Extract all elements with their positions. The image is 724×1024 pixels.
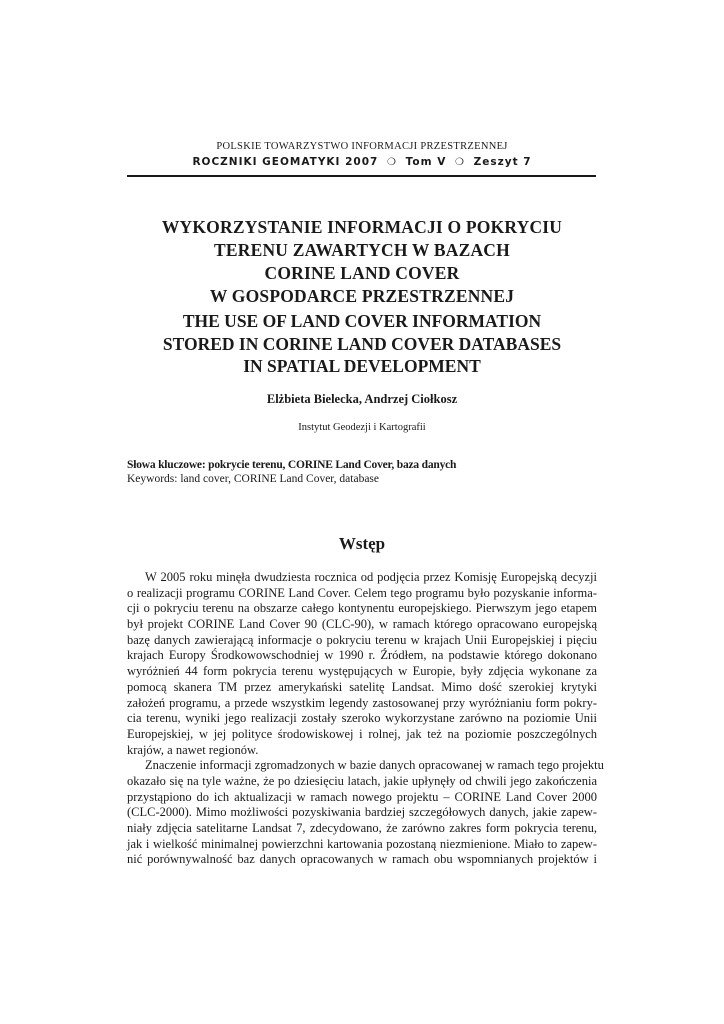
- text-line: okazało się na tyle ważne, że po dziesięciu latach, jakie upłynęły od chwili jego zakończenia: [127, 773, 597, 788]
- title-english-line: STORED IN CORINE LAND COVER DATABASES: [162, 333, 562, 354]
- text-line: był projekt CORINE Land Cover 90 (CLC-90), w ramach którego opracowano europejską: [127, 617, 597, 632]
- text-line: wyróżnień 44 form pokrycia terenu występujących w Europie, były zdjęcia wykonane za: [127, 664, 597, 679]
- journal-header: [0, 156, 724, 168]
- text-line: założeń programu, a przede wszystkim legendy zastosowanej przy wyróżnianiu form pokry-: [127, 695, 597, 710]
- title-polish-line: WYKORZYSTANIE INFORMACJI O POKRYCIU: [161, 217, 563, 237]
- affiliation: Instytut Geodezji i Kartografii: [298, 422, 426, 433]
- journal-issue: Zeszyt 7: [473, 156, 532, 168]
- title-english-line: THE USE OF LAND COVER INFORMATION: [182, 311, 542, 331]
- text-line: (CLC-2000). Mimo możliwości pozyskiwania bardziej szczegółowych danych, jakie zapew-: [127, 805, 597, 820]
- text-line: Europejskiej, w jej polityce środowiskowej i rolnej, jak też na poziomie poszczególnych: [127, 726, 597, 741]
- text-line: krajów, a nawet regionów.: [127, 742, 259, 757]
- section-heading: Wstęp: [338, 534, 386, 553]
- text-line: pomocą skanera TM przez amerykański satelitę Landsat. Mimo dość szerokiej krytyki: [127, 679, 597, 694]
- keywords-english: Keywords: land cover, CORINE Land Cover, database: [127, 472, 380, 485]
- separator-circle-icon: ❍: [455, 157, 465, 168]
- text-line: bazę danych zawierającą informacje o pokryciu terenu w krajach Unii Europejskiej i pięciu: [127, 632, 597, 647]
- text-line: W 2005 roku minęła dwudziesta rocznica od podjęcia przez Komisję Europejską decyzji: [145, 570, 597, 584]
- text-line: cia terenu, wyniki jego realizacji zostały szeroko wykorzystane zarówno na poziomie Unii: [127, 711, 597, 726]
- header-divider: [127, 175, 596, 177]
- journal-volume: Tom V: [405, 156, 447, 168]
- title-polish: [100, 216, 624, 308]
- paragraph: [127, 758, 604, 868]
- title-english-line: IN SPATIAL DEVELOPMENT: [243, 356, 481, 376]
- body-text: [127, 570, 604, 868]
- text-line: krajach Europy Środkowowschodniej w 1990 r. Źródłem, na podstawie którego dokonano: [127, 648, 597, 663]
- text-line: jak i wielkość minimalnej powierzchni kartowania pozostaną niezmienione. Miało to zapew-: [127, 836, 597, 851]
- keywords-block: [127, 459, 597, 486]
- title-english: [100, 310, 624, 378]
- text-line: nić porównywalność baz danych opracowanych w ramach obu wspomnianych projektów i: [127, 852, 597, 867]
- text-line: o realizacji programu CORINE Land Cover. Celem tego programu było pozyskanie informa-: [127, 585, 597, 600]
- paragraph: [127, 570, 597, 758]
- authors: Elżbieta Bielecka, Andrzej Ciołkosz: [266, 392, 458, 406]
- keywords-polish: Słowa kluczowe: pokrycie terenu, CORINE Land Cover, baza danych: [127, 459, 457, 471]
- society-name: POLSKIE TOWARZYSTWO INFORMACJI PRZESTRZENNEJ: [216, 141, 508, 152]
- title-polish-line: TERENU ZAWARTYCH W BAZACH: [214, 240, 510, 260]
- text-line: niały zdjęcia satelitarne Landsat 7, zdecydowano, że zarówno zakres form pokrycia terenu,: [127, 821, 597, 835]
- journal-title: ROCZNIKI GEOMATYKI 2007: [192, 156, 379, 168]
- title-polish-line: W GOSPODARCE PRZESTRZENNEJ: [209, 286, 515, 306]
- separator-circle-icon: ❍: [387, 157, 397, 168]
- text-line: przystąpiono do ich aktualizacji w ramach nowego projektu – CORINE Land Cover 2000: [127, 789, 597, 804]
- title-polish-line: CORINE LAND COVER: [264, 263, 460, 283]
- text-line: cji o pokryciu terenu na obszarze całego kontynentu europejskiego. Pierwszym jego etapem: [127, 601, 597, 616]
- text-line: Znaczenie informacji zgromadzonych w bazie danych opracowanej w ramach tego projektu: [145, 758, 604, 773]
